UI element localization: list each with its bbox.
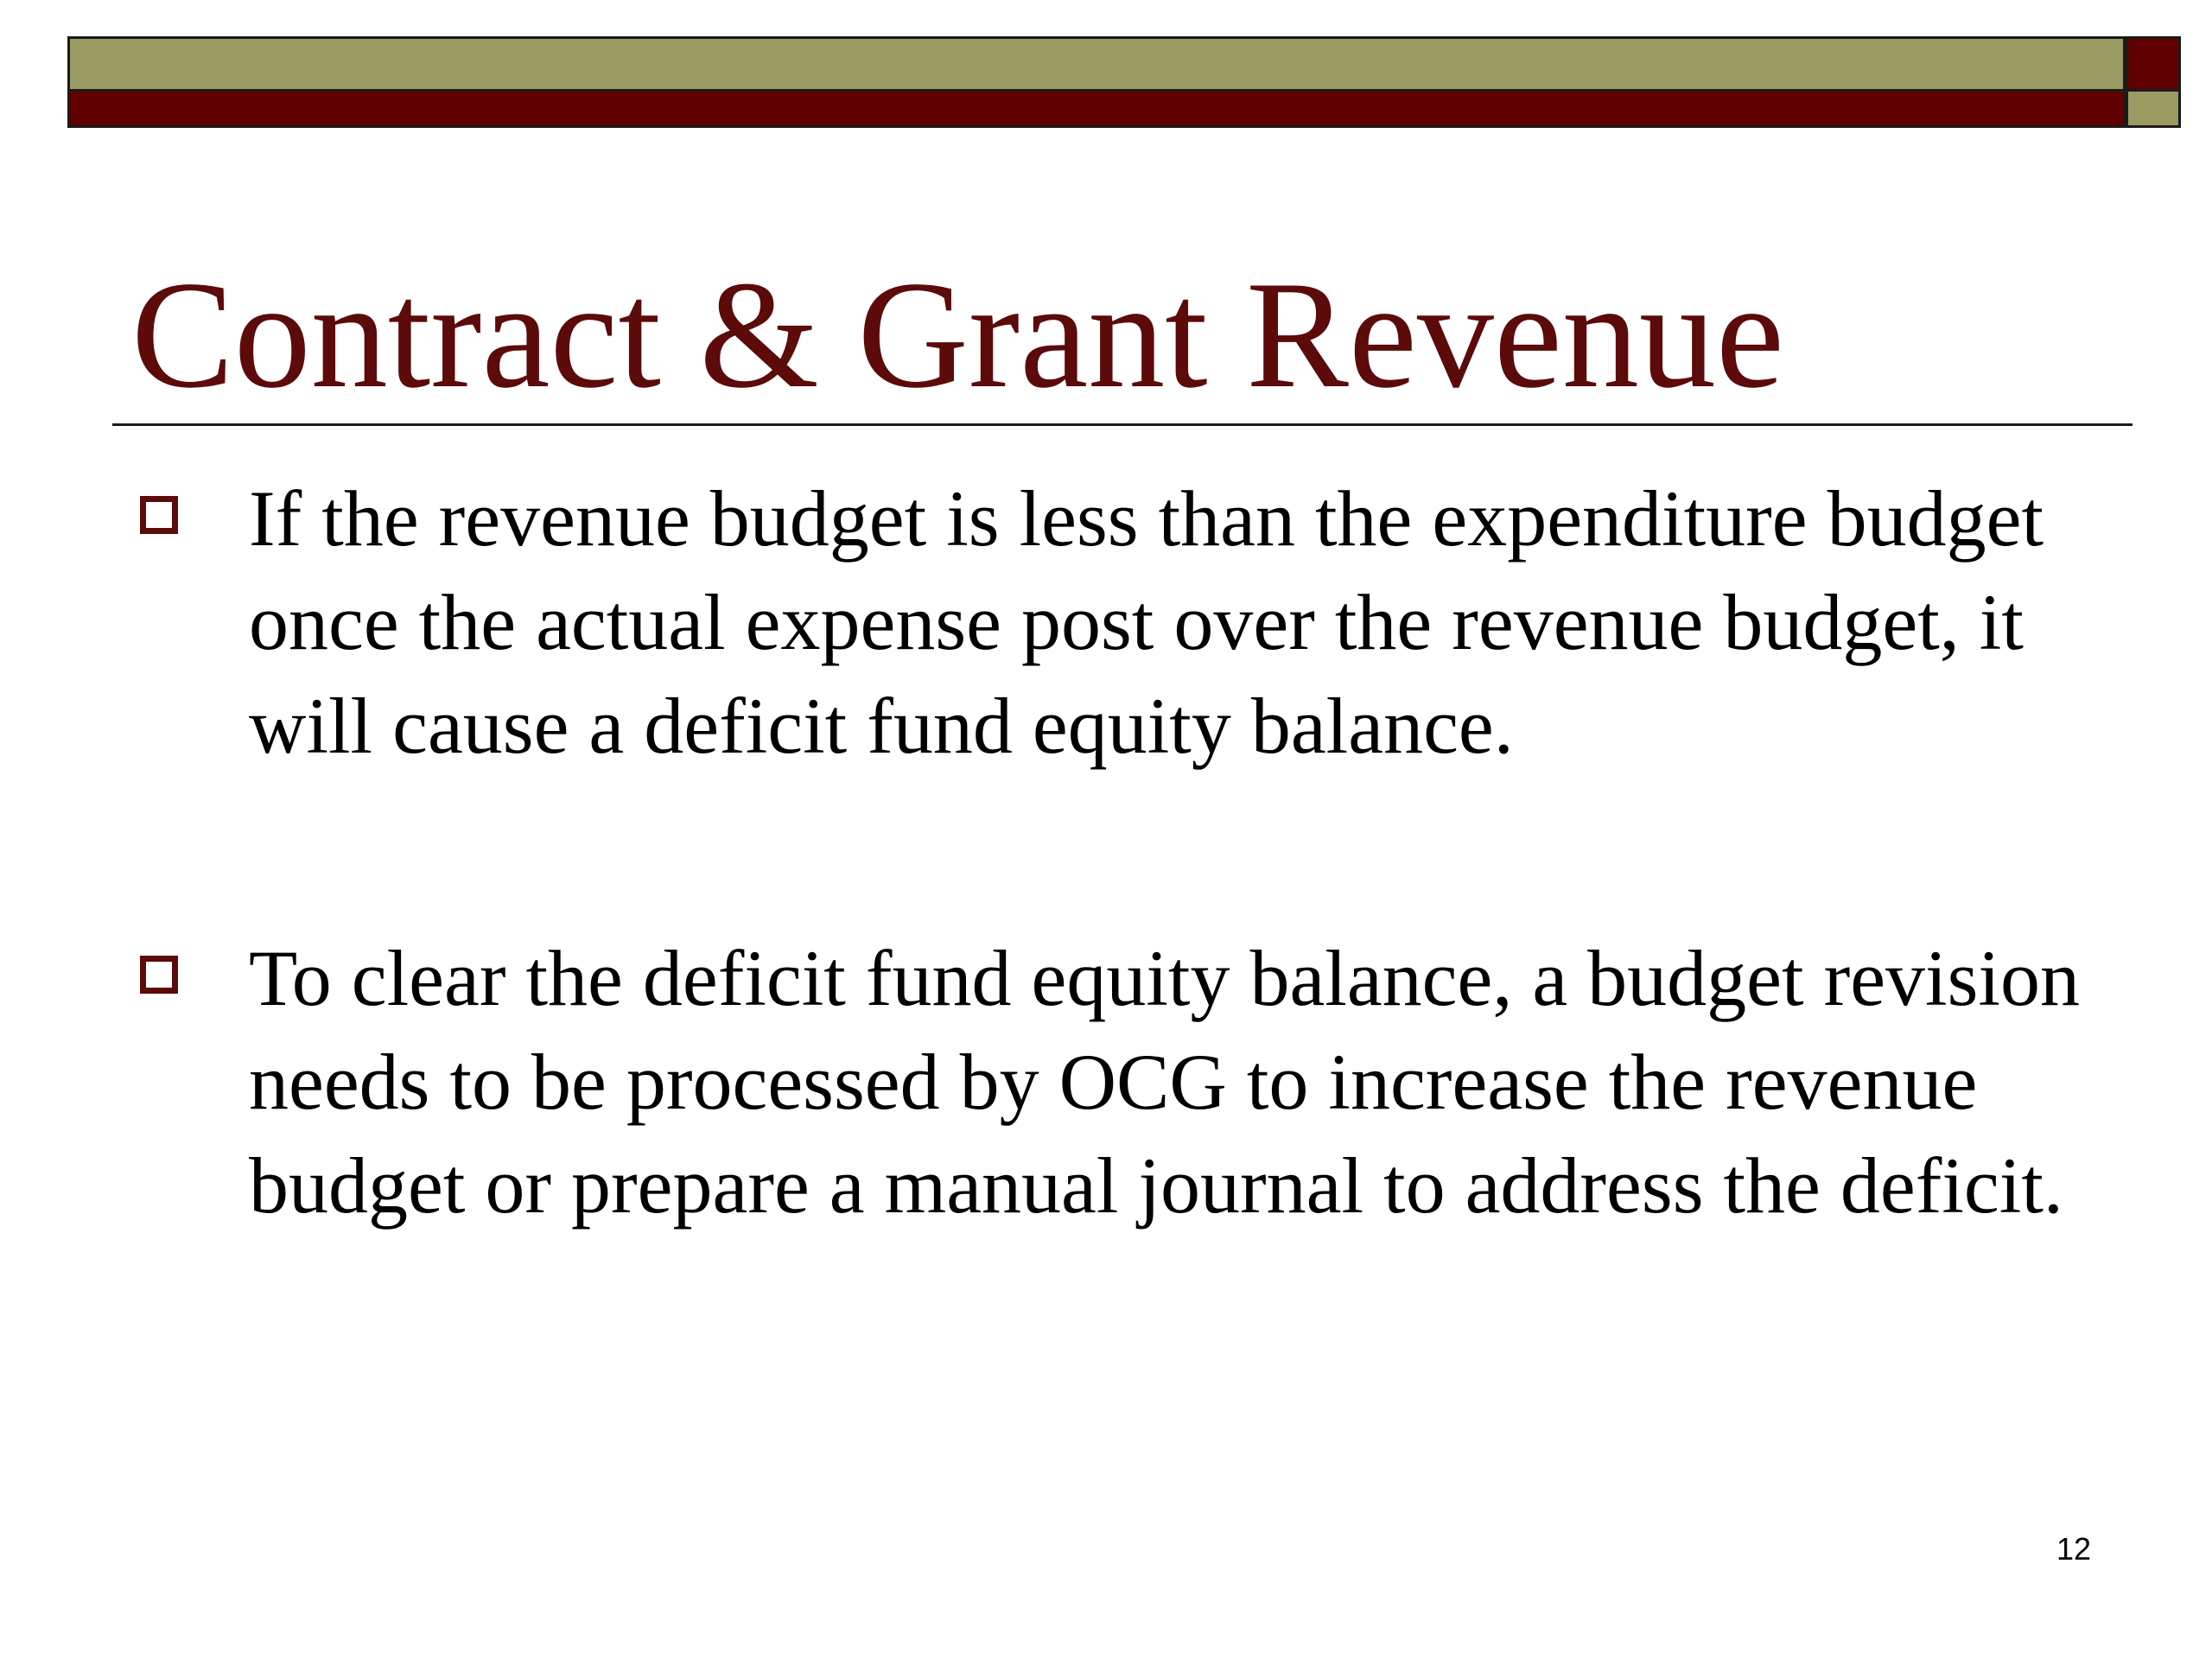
title-divider [112,423,2133,426]
hollow-square-bullet-icon [140,956,178,994]
header-square-maroon [2126,36,2181,92]
bullet-text: If the revenue budget is less than the expenditure budget once the actual expense post over the revenue budget, it will cause a deficit fund equity balance. [249,474,2044,770]
bullet-item [138,926,2126,1237]
header-bar-olive [67,36,2126,92]
header-bar-maroon [67,92,2126,128]
bullet-item [138,467,2126,778]
header-square-olive [2126,92,2181,128]
hollow-square-bullet-icon [140,496,178,534]
bullet-list [138,467,2126,1237]
page-number: 12 [2056,1531,2091,1567]
bullet-text: To clear the deficit fund equity balance, a budget revision needs to be processed by OCG to increase the revenue budget or prepare a manual journal to address the deficit. [249,934,2080,1230]
slide-title: Contract & Grant Revenue [131,249,1784,420]
